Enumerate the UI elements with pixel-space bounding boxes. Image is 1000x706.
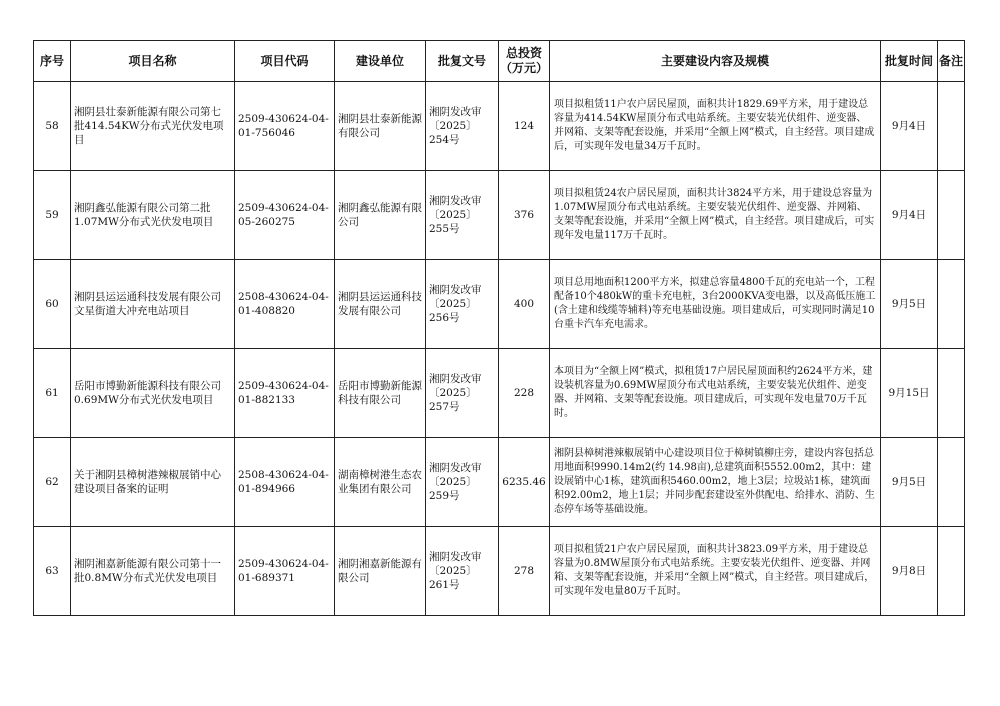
project-approval-table bbox=[33, 40, 965, 616]
cell-remark bbox=[938, 438, 965, 527]
cell-content: 项目拟租赁11户农户居民屋顶，面积共计1829.69平方米，用于建设总容量为414.54KW屋顶分布式电站系统。主要安装光伏组件、逆变器、并网箱、支架等配套设施，并采用“全额上网”模式，自主经营。项目建成后，可实现年发电量34万千瓦时。 bbox=[550, 82, 881, 171]
cell-remark bbox=[938, 260, 965, 349]
header-remark: 备注 bbox=[938, 41, 965, 82]
cell-project-code: 2509-430624-04-01-756046 bbox=[235, 82, 335, 171]
header-approval-doc: 批复文号 bbox=[426, 41, 499, 82]
table-row bbox=[34, 527, 965, 616]
cell-project-name: 湘阴县壮泰新能源有限公司第七批414.54KW分布式光伏发电项目 bbox=[71, 82, 235, 171]
cell-construction-unit: 湘阴湘嘉新能源有限公司 bbox=[335, 527, 426, 616]
cell-approval-date: 9月4日 bbox=[881, 171, 938, 260]
cell-approval-date: 9月5日 bbox=[881, 438, 938, 527]
cell-total-investment: 400 bbox=[499, 260, 550, 349]
cell-project-name: 关于湘阴县樟树港辣椒展销中心建设项目备案的证明 bbox=[71, 438, 235, 527]
table-row bbox=[34, 171, 965, 260]
cell-seq: 62 bbox=[34, 438, 71, 527]
cell-total-investment: 376 bbox=[499, 171, 550, 260]
cell-remark bbox=[938, 171, 965, 260]
cell-approval-doc: 湘阴发改审〔2025〕254号 bbox=[426, 82, 499, 171]
table-row bbox=[34, 349, 965, 438]
table-row bbox=[34, 82, 965, 171]
cell-remark bbox=[938, 527, 965, 616]
cell-construction-unit: 湘阴县运运通科技发展有限公司 bbox=[335, 260, 426, 349]
cell-total-investment: 6235.46 bbox=[499, 438, 550, 527]
cell-project-code: 2508-430624-04-01-408820 bbox=[235, 260, 335, 349]
header-construction-unit: 建设单位 bbox=[335, 41, 426, 82]
cell-project-name: 岳阳市博勤新能源科技有限公司0.69MW分布式光伏发电项目 bbox=[71, 349, 235, 438]
cell-project-code: 2508-430624-04-01-894966 bbox=[235, 438, 335, 527]
cell-approval-doc: 湘阴发改审〔2025〕257号 bbox=[426, 349, 499, 438]
cell-approval-doc: 湘阴发改审〔2025〕261号 bbox=[426, 527, 499, 616]
cell-project-name: 湘阴鑫弘能源有限公司第二批1.07MW分布式光伏发电项目 bbox=[71, 171, 235, 260]
cell-project-name: 湘阴县运运通科技发展有限公司文星街道大冲充电站项目 bbox=[71, 260, 235, 349]
cell-construction-unit: 湖南樟树港生态农业集团有限公司 bbox=[335, 438, 426, 527]
cell-project-name: 湘阴湘嘉新能源有限公司第十一批0.8MW分布式光伏发电项目 bbox=[71, 527, 235, 616]
header-project-code: 项目代码 bbox=[235, 41, 335, 82]
header-content: 主要建设内容及规模 bbox=[550, 41, 881, 82]
table-row bbox=[34, 438, 965, 527]
header-row bbox=[34, 41, 965, 82]
cell-construction-unit: 湘阴县壮泰新能源有限公司 bbox=[335, 82, 426, 171]
cell-approval-date: 9月5日 bbox=[881, 260, 938, 349]
header-total-investment bbox=[499, 41, 550, 82]
header-approval-date: 批复时间 bbox=[881, 41, 938, 82]
cell-construction-unit: 湘阴鑫弘能源有限公司 bbox=[335, 171, 426, 260]
header-project-name: 项目名称 bbox=[71, 41, 235, 82]
cell-approval-doc: 湘阴发改审〔2025〕259号 bbox=[426, 438, 499, 527]
cell-approval-date: 9月15日 bbox=[881, 349, 938, 438]
cell-content: 项目拟租赁24农户居民屋顶，面积共计3824平方米，用于建设总容量为1.07MW屋顶分布式电站系统。主要安装光伏组件、逆变器、并网箱、支架等配套设施，并采用“全额上网”模式，自主经营。项目建成后，可实现年发电量117万千瓦时。 bbox=[550, 171, 881, 260]
cell-total-investment: 278 bbox=[499, 527, 550, 616]
cell-seq: 59 bbox=[34, 171, 71, 260]
cell-content: 湘阴县樟树港辣椒展销中心建设项目位于樟树镇柳庄旁，建设内容包括总用地面积9990.14m2(约 14.98亩),总建筑面积5552.00m2，其中：建设展销中心1栋，建筑面积5460.00m2，地上3层；垃圾站1栋，建筑面积92.00m2，地上1层；并同步配套建设室外供配电、给排水、消防、生态停车场等基础设施。 bbox=[550, 438, 881, 527]
cell-construction-unit: 岳阳市博勤新能源科技有限公司 bbox=[335, 349, 426, 438]
cell-total-investment: 228 bbox=[499, 349, 550, 438]
cell-approval-date: 9月4日 bbox=[881, 82, 938, 171]
cell-project-code: 2509-430624-04-05-260275 bbox=[235, 171, 335, 260]
cell-remark bbox=[938, 349, 965, 438]
header-seq: 序号 bbox=[34, 41, 71, 82]
cell-project-code: 2509-430624-04-01-882133 bbox=[235, 349, 335, 438]
cell-seq: 61 bbox=[34, 349, 71, 438]
cell-content: 项目拟租赁21户农户居民屋顶，面积共计3823.09平方米，用于建设总容量为0.8MW屋顶分布式电站系统。主要安装光伏组件、逆变器、并网箱、支架等配套设施，并采用“全额上网”模式，自主经营。项目建成后，可实现年发电量80万千瓦时。 bbox=[550, 527, 881, 616]
cell-approval-doc: 湘阴发改审〔2025〕256号 bbox=[426, 260, 499, 349]
header-invest-line1: 总投资 bbox=[505, 46, 542, 60]
cell-project-code: 2509-430624-04-01-689371 bbox=[235, 527, 335, 616]
cell-total-investment: 124 bbox=[499, 82, 550, 171]
cell-seq: 63 bbox=[34, 527, 71, 616]
cell-content: 项目总用地面积1200平方米，拟建总容量4800千瓦的充电站一个，工程配备10个480kW的重卡充电桩，3台2000KVA变电器，以及高低压施工(含土建和线缆等辅料)等充电基础设施。项目建成后，可实现同时满足10台重卡汽车充电需求。 bbox=[550, 260, 881, 349]
cell-content: 本项目为“全额上网”模式，拟租赁17户居民屋顶面积约2624平方米，建设装机容量为0.69MW屋顶分布式电站系统，主要安装光伏组件、逆变器、并网箱、支架等配套设施。项目建成后，可实现年发电量70万千瓦时。 bbox=[550, 349, 881, 438]
table-row bbox=[34, 260, 965, 349]
cell-approval-doc: 湘阴发改审〔2025〕255号 bbox=[426, 171, 499, 260]
cell-remark bbox=[938, 82, 965, 171]
cell-seq: 60 bbox=[34, 260, 71, 349]
header-invest-line2: （万元） bbox=[499, 61, 548, 75]
cell-approval-date: 9月8日 bbox=[881, 527, 938, 616]
cell-seq: 58 bbox=[34, 82, 71, 171]
